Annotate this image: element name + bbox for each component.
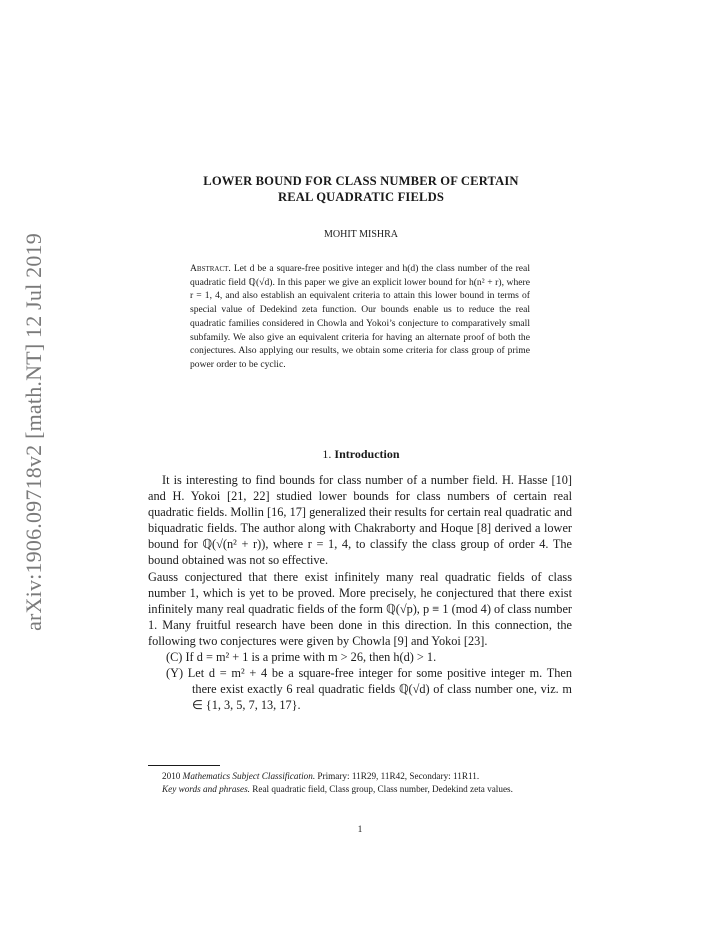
conjecture-chowla: (C) If d = m² + 1 is a prime with m > 26, then h(d) > 1.	[166, 650, 437, 665]
conjecture-yokoi: (Y) Let d = m² + 4 be a square-free integer for some positive integer m. Then there exist exactly 6 real quadratic fields ℚ(√d) of class number one, viz. m ∈ {1, 3, 5, 7, 13, 17}.	[166, 666, 572, 713]
footnote-msc-year: 2010	[162, 771, 181, 781]
title-line-2: REAL QUADRATIC FIELDS	[278, 189, 444, 204]
footnotes	[148, 770, 572, 796]
footnote-keywords-label: Key words and phrases.	[162, 784, 250, 795]
introduction-body	[148, 472, 572, 713]
page-number: 1	[357, 825, 363, 835]
footnote-rule	[148, 765, 220, 766]
author-name: MOHIT MISHRA	[324, 229, 398, 240]
footnote-keywords	[148, 783, 572, 796]
arxiv-identifier-stamp: arXiv:1906.09718v2 [math.NT] 12 Jul 2019	[21, 233, 46, 631]
intro-paragraph-1: It is interesting to find bounds for class number of a number field. H. Hasse [10] and H. Yokoi [21, 22] studied lower bounds for class numbers of certain real quadratic fields. Mollin [16, 17] generalized their results for certain real quadratic and biquadratic fields. The author along with Chakraborty and Hoque [8] derived a lower bound for ℚ(√(n² + r)), where r = 1, 4, to classify the class group of order 4. The bound obtained was not so effective.	[148, 473, 572, 568]
footnote-msc-text: Primary: 11R29, 11R42, Secondary: 11R11.	[317, 771, 480, 781]
title-line-1: LOWER BOUND FOR CLASS NUMBER OF CERTAIN	[203, 174, 519, 188]
intro-paragraph-2: Gauss conjectured that there exist infinitely many real quadratic fields of class number 1, which is yet to be proved. More precisely, he conjectured that there exist infinitely many real quadratic fields of the form ℚ(√p), p ≡ 1 (mod 4) of class number 1. Many fruitful research have been done in this direction. In this connection, the following two conjectures were given by Chowla [9] and Yokoi [23].	[148, 569, 572, 648]
abstract	[190, 262, 530, 372]
footnote-msc-label: Mathematics Subject Classification.	[182, 771, 316, 781]
abstract-label: Abstract.	[190, 263, 231, 274]
section-number: 1.	[322, 447, 332, 461]
paper-title	[148, 174, 574, 205]
section-heading	[148, 447, 574, 462]
footnote-keywords-text: Real quadratic field, Class group, Class number, Dedekind zeta values.	[252, 784, 513, 795]
footnote-msc	[148, 770, 572, 783]
section-title: Introduction	[334, 447, 400, 461]
abstract-text: Let d be a square-free positive integer and h(d) the class number of the real quadratic field ℚ(√d). In this paper we give an explicit lower bound for h(n² + r), where r = 1, 4, and also establish an equivalent criteria to attain this lower bound in terms of special value of Dedekind zeta function. Our bounds enable us to reduce the real quadratic families considered in Chowla and Yokoi’s conjecture to comparatively small subfamily. We also give an equivalent criteria for having an alternate proof of both the conjectures. Also applying our results, we obtain some criteria for class group of prime power order to be cyclic.	[190, 263, 530, 370]
